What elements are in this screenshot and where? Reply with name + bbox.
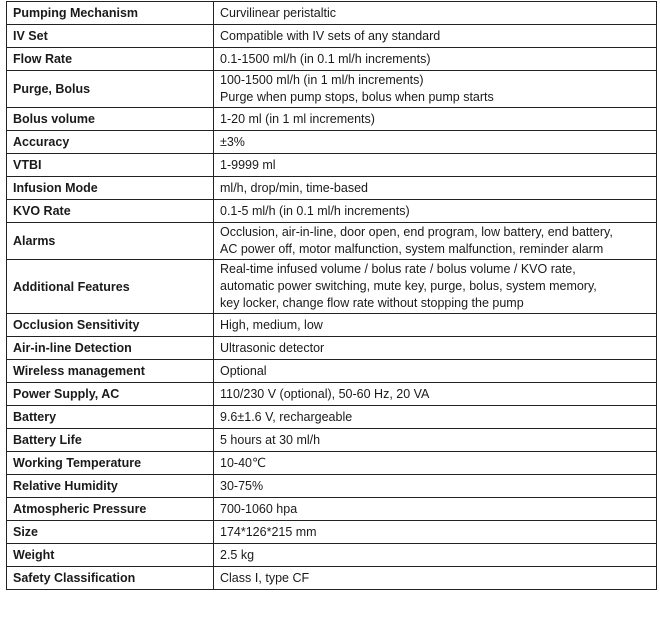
spec-value <box>214 48 657 71</box>
spec-value <box>214 521 657 544</box>
spec-row-weight <box>7 544 657 567</box>
spec-value-line: Compatible with IV sets of any standard <box>220 28 441 43</box>
spec-value <box>214 260 657 314</box>
spec-label: Power Supply, AC <box>7 383 214 406</box>
spec-row-relative-humidity <box>7 475 657 498</box>
spec-value-line: ml/h, drop/min, time-based <box>220 180 368 195</box>
spec-row-battery <box>7 406 657 429</box>
spec-row-alarms <box>7 223 657 260</box>
spec-value-line: 9.6±1.6 V, rechargeable <box>220 409 353 424</box>
spec-row-kvo-rate <box>7 200 657 223</box>
spec-value-line: 5 hours at 30 ml/h <box>220 432 321 447</box>
spec-value-line: Curvilinear peristaltic <box>220 5 337 20</box>
spec-value-line: 174*126*215 mm <box>220 524 317 539</box>
spec-label: Relative Humidity <box>7 475 214 498</box>
spec-value <box>214 475 657 498</box>
spec-label: VTBI <box>7 154 214 177</box>
spec-label: Safety Classification <box>7 567 214 590</box>
spec-value-line: Ultrasonic detector <box>220 340 325 355</box>
spec-value <box>214 25 657 48</box>
spec-row-infusion-mode <box>7 177 657 200</box>
spec-value-line: automatic power switching, mute key, purge, bolus, system memory, <box>220 279 597 293</box>
spec-value <box>214 383 657 406</box>
specification-table <box>6 1 657 590</box>
spec-value <box>214 2 657 25</box>
spec-label: Battery Life <box>7 429 214 452</box>
spec-label: Battery <box>7 406 214 429</box>
spec-label: Atmospheric Pressure <box>7 498 214 521</box>
spec-row-vtbi <box>7 154 657 177</box>
spec-label: Accuracy <box>7 131 214 154</box>
spec-label: Occlusion Sensitivity <box>7 314 214 337</box>
spec-value-line: 1-9999 ml <box>220 157 276 172</box>
spec-row-occlusion-sensitivity <box>7 314 657 337</box>
spec-value-line: 1-20 ml (in 1 ml increments) <box>220 111 375 126</box>
spec-label: Size <box>7 521 214 544</box>
spec-row-wireless-management <box>7 360 657 383</box>
spec-value <box>214 131 657 154</box>
spec-value <box>214 406 657 429</box>
spec-value <box>214 223 657 260</box>
spec-value <box>214 108 657 131</box>
spec-value <box>214 314 657 337</box>
spec-value-line: 0.1-5 ml/h (in 0.1 ml/h increments) <box>220 203 410 218</box>
spec-label: Wireless management <box>7 360 214 383</box>
spec-row-bolus-volume <box>7 108 657 131</box>
spec-row-iv-set <box>7 25 657 48</box>
spec-row-size <box>7 521 657 544</box>
spec-value-line: 100-1500 ml/h (in 1 ml/h increments) <box>220 73 424 87</box>
spec-row-purge-bolus <box>7 71 657 108</box>
spec-label: Pumping Mechanism <box>7 2 214 25</box>
spec-value <box>214 200 657 223</box>
spec-label: Working Temperature <box>7 452 214 475</box>
spec-label: Alarms <box>7 223 214 260</box>
spec-label: Flow Rate <box>7 48 214 71</box>
spec-value <box>214 567 657 590</box>
spec-value-line: key locker, change flow rate without stopping the pump <box>220 296 524 310</box>
spec-label: Air-in-line Detection <box>7 337 214 360</box>
spec-value-line: 0.1-1500 ml/h (in 0.1 ml/h increments) <box>220 51 431 66</box>
spec-value-line: Class Ⅰ, type CF <box>220 570 310 585</box>
spec-value <box>214 360 657 383</box>
spec-row-pumping-mechanism <box>7 2 657 25</box>
specification-table-body <box>7 2 657 590</box>
spec-label: Purge, Bolus <box>7 71 214 108</box>
spec-row-flow-rate <box>7 48 657 71</box>
spec-value <box>214 177 657 200</box>
spec-value-line: 30-75% <box>220 478 264 493</box>
spec-value <box>214 452 657 475</box>
spec-value-line: Real-time infused volume / bolus rate / bolus volume / KVO rate, <box>220 262 576 276</box>
spec-row-battery-life <box>7 429 657 452</box>
spec-value <box>214 154 657 177</box>
spec-value <box>214 429 657 452</box>
spec-row-additional-features <box>7 260 657 314</box>
spec-label: KVO Rate <box>7 200 214 223</box>
spec-value-line: Purge when pump stops, bolus when pump starts <box>220 90 494 104</box>
spec-value <box>214 544 657 567</box>
spec-value-line: 700-1060 hpa <box>220 501 298 516</box>
spec-label: Weight <box>7 544 214 567</box>
spec-value-line: Optional <box>220 363 267 378</box>
spec-row-accuracy <box>7 131 657 154</box>
spec-value <box>214 71 657 108</box>
spec-row-power-supply-ac <box>7 383 657 406</box>
spec-value-line: Occlusion, air-in-line, door open, end program, low battery, end battery, <box>220 225 613 239</box>
spec-value-line: ±3% <box>220 134 245 149</box>
spec-value <box>214 498 657 521</box>
spec-value-line: High, medium, low <box>220 317 323 332</box>
spec-value-line: 2.5 kg <box>220 547 255 562</box>
spec-label: Bolus volume <box>7 108 214 131</box>
spec-row-atmospheric-pressure <box>7 498 657 521</box>
spec-value-line: 10-40℃ <box>220 455 267 470</box>
spec-row-safety-classification <box>7 567 657 590</box>
spec-row-working-temperature <box>7 452 657 475</box>
spec-row-air-in-line-detection <box>7 337 657 360</box>
spec-label: Additional Features <box>7 260 214 314</box>
spec-value-line: 110/230 V (optional), 50-60 Hz, 20 VA <box>220 386 430 401</box>
spec-label: IV Set <box>7 25 214 48</box>
spec-label: Infusion Mode <box>7 177 214 200</box>
spec-value <box>214 337 657 360</box>
spec-value-line: AC power off, motor malfunction, system malfunction, reminder alarm <box>220 242 604 256</box>
